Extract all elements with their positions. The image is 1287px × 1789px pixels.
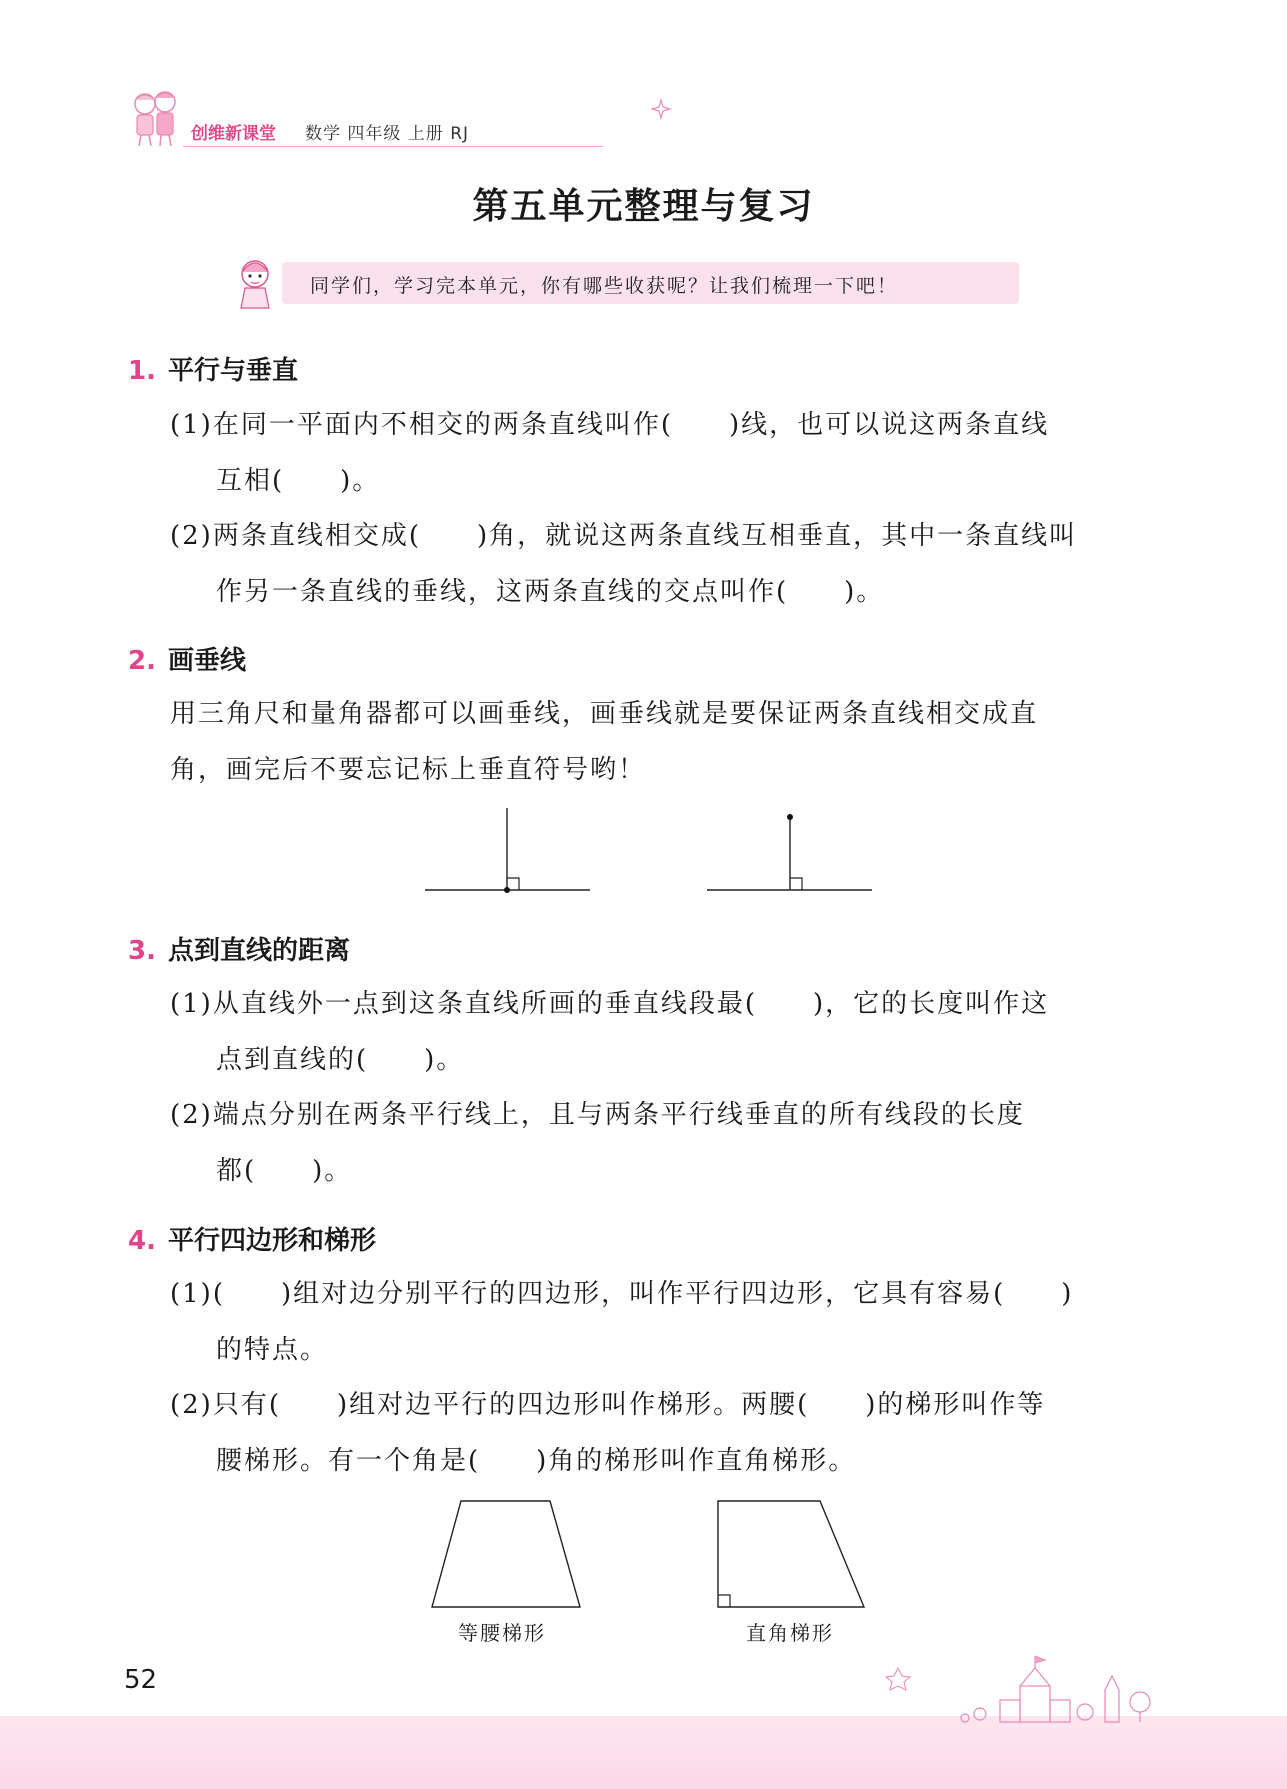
text-line: (1)在同一平面内不相交的两条直线叫作( )线，也可以说这两条直线 xyxy=(170,410,1050,440)
intro-text: 同学们，学习完本单元，你有哪些收获呢？让我们梳理一下吧！ xyxy=(310,275,899,297)
perpendicular-figure-right xyxy=(702,800,882,900)
isosceles-trapezoid-caption: 等腰梯形 xyxy=(458,1621,546,1645)
page-title: 第五单元整理与复习 xyxy=(472,186,815,227)
kids-mascot-icon xyxy=(125,88,187,150)
girl-mascot-icon xyxy=(233,256,279,314)
page-header xyxy=(125,82,685,152)
text-line: 都( )。 xyxy=(216,1156,353,1186)
section-number: 1. xyxy=(128,356,156,386)
section-2-heading xyxy=(128,640,246,677)
section-title: 画垂线 xyxy=(167,646,246,676)
section-title: 点到直线的距离 xyxy=(167,936,350,966)
text-line: (1)从直线外一点到这条直线所画的垂直线段最( )，它的长度叫作这 xyxy=(170,989,1050,1019)
text-line: 互相( )。 xyxy=(216,466,381,496)
isosceles-trapezoid-figure xyxy=(425,1495,595,1615)
text-line: 用三角尺和量角器都可以画垂线，画垂线就是要保证两条直线相交成直 xyxy=(170,699,1039,729)
text-line: 角，画完后不要忘记标上垂直符号哟！ xyxy=(170,755,647,785)
text-line: (1)( )组对边分别平行的四边形，叫作平行四边形，它具有容易( ) xyxy=(170,1279,1074,1309)
section-1-heading xyxy=(128,350,298,387)
section-number: 3. xyxy=(128,936,156,966)
perpendicular-figure-left xyxy=(420,800,600,900)
text-line: 的特点。 xyxy=(216,1335,329,1365)
intro-banner xyxy=(282,262,1019,304)
header-divider xyxy=(183,146,603,147)
text-line: 腰梯形。有一个角是( )角的梯形叫作直角梯形。 xyxy=(216,1446,857,1476)
section-title: 平行与垂直 xyxy=(167,356,298,386)
section-3-heading xyxy=(128,930,350,967)
text-line: 点到直线的( )。 xyxy=(216,1045,465,1075)
sparkle-icon xyxy=(650,98,672,120)
text-line: 作另一条直线的垂线，这两条直线的交点叫作( )。 xyxy=(216,577,885,607)
right-trapezoid-figure xyxy=(712,1495,882,1615)
section-number: 2. xyxy=(128,646,156,676)
section-4-heading xyxy=(128,1220,376,1257)
text-line: (2)端点分别在两条平行线上，且与两条平行线垂直的所有线段的长度 xyxy=(170,1100,1025,1130)
section-number: 4. xyxy=(128,1226,156,1256)
right-trapezoid-caption: 直角梯形 xyxy=(746,1621,834,1645)
page-number: 52 xyxy=(124,1665,158,1695)
text-line: (2)两条直线相交成( )角，就说这两条直线互相垂直，其中一条直线叫 xyxy=(170,521,1078,551)
text-line: (2)只有( )组对边平行的四边形叫作梯形。两腰( )的梯形叫作等 xyxy=(170,1390,1046,1420)
subject-info: 数学 四年级 上册 RJ xyxy=(305,124,470,144)
castle-decoration-icon xyxy=(880,1646,1180,1726)
footer-band xyxy=(0,1716,1287,1789)
brand-name: 创维新课堂 xyxy=(191,124,276,144)
section-title: 平行四边形和梯形 xyxy=(167,1226,376,1256)
